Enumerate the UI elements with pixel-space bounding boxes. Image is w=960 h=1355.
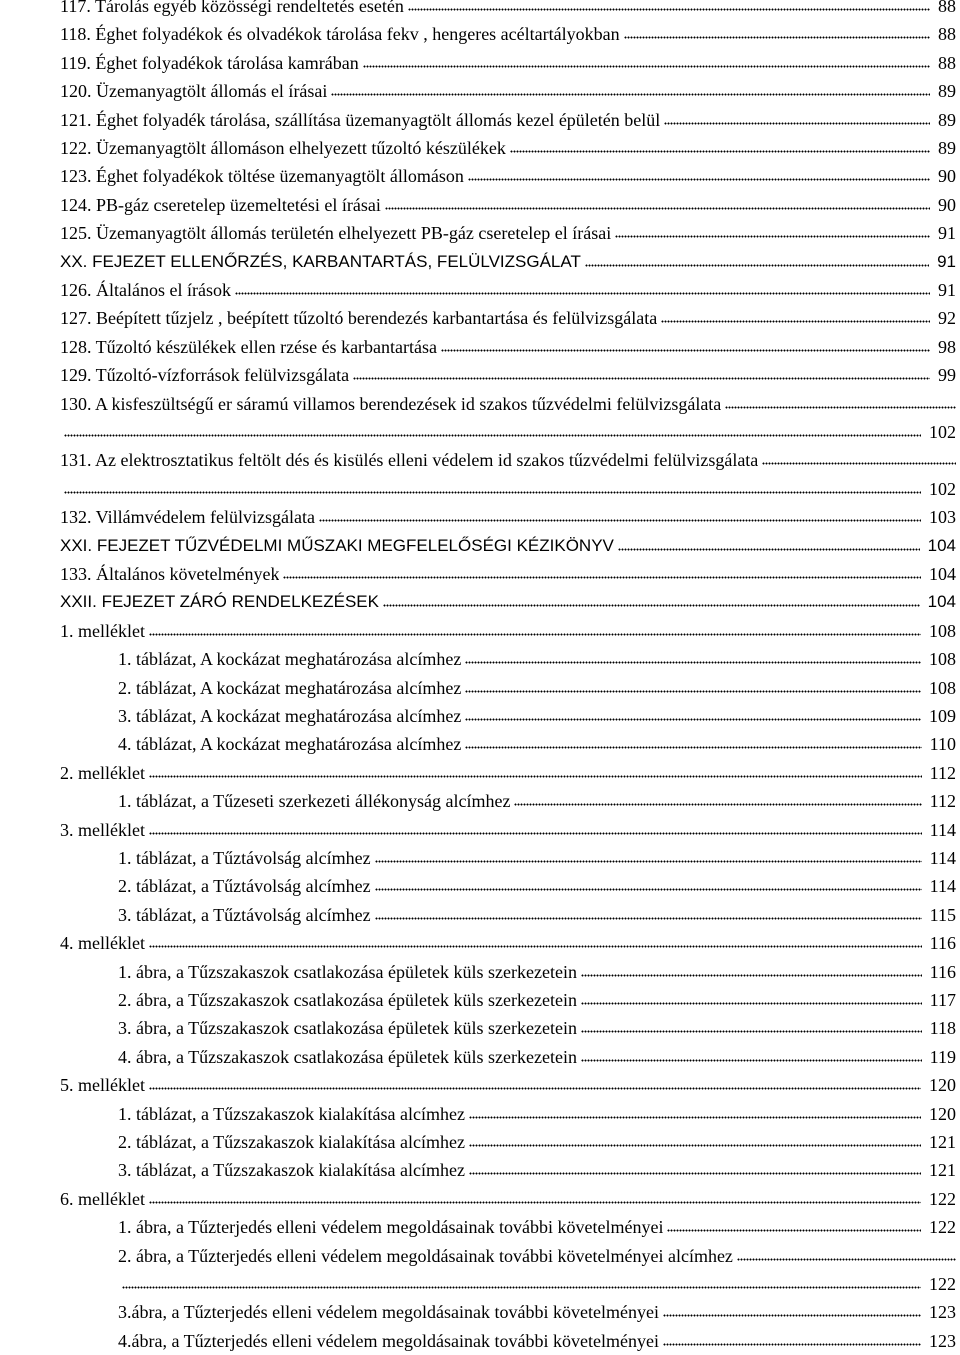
dot-leader — [663, 1332, 921, 1346]
toc-entry-page-number: 89 — [938, 109, 956, 130]
toc-sub-entry[interactable] — [0, 872, 960, 900]
toc-entry-title: 5. melléklet — [60, 1075, 145, 1096]
dot-leader — [581, 1019, 922, 1033]
toc-entry-title: XXII. FEJEZET ZÁRÓ RENDELKEZÉSEK — [60, 592, 379, 612]
toc-entry-title: 4.ábra, a Tűzterjedés elleni védelem megoldásainak további követelményei — [118, 1330, 659, 1351]
toc-sub-entry[interactable] — [0, 702, 960, 730]
dot-leader — [385, 196, 930, 210]
toc-entry-title: 119. Éghet folyadékok tárolása kamrában — [60, 52, 359, 73]
toc-entry-page-number: 114 — [929, 819, 956, 840]
toc-sub-entry[interactable] — [0, 1014, 960, 1042]
dot-leader — [235, 281, 930, 295]
dot-leader — [468, 167, 930, 181]
toc-entry-title: 4. melléklet — [60, 933, 145, 954]
toc-entry[interactable] — [0, 134, 960, 162]
toc-sub-entry[interactable] — [0, 1298, 960, 1326]
toc-entry-title: 125. Üzemanyagtölt állomás területén elhelyezett PB-gáz cseretelep el írásai — [60, 223, 612, 244]
toc-entry-title: 1. melléklet — [60, 620, 145, 641]
toc-entry[interactable] — [0, 276, 960, 304]
toc-entry[interactable] — [0, 162, 960, 190]
toc-entry-title: 2. ábra, a Tűzterjedés elleni védelem megoldásainak további követelményei alcímhez — [118, 1245, 733, 1266]
toc-chapter-entry[interactable] — [0, 588, 960, 616]
toc-entry-title: 3.ábra, a Tűzterjedés elleni védelem megoldásainak további követelményei — [118, 1302, 659, 1323]
toc-entry-page-number: 99 — [938, 365, 956, 386]
toc-entry-title: 129. Tűzoltó-vízforrások felülvizsgálata — [60, 365, 350, 386]
dot-leader — [363, 54, 930, 68]
toc-entry[interactable] — [0, 191, 960, 219]
toc-entry-page-number: 89 — [938, 81, 956, 102]
dot-leader — [383, 593, 920, 607]
toc-entry-page-number: 114 — [929, 876, 956, 897]
toc-entry-title: XXI. FEJEZET TŰZVÉDELMI MŰSZAKI MEGFELELŐSÉGI KÉZIKÖNYV — [60, 535, 614, 555]
dot-leader — [375, 849, 922, 863]
dot-leader — [514, 792, 921, 806]
toc-entry[interactable] — [0, 929, 960, 957]
toc-entry[interactable] — [0, 77, 960, 105]
toc-sub-entry[interactable] — [0, 1327, 960, 1355]
dot-leader — [615, 224, 930, 238]
toc-entry-page-number: 91 — [938, 223, 956, 244]
dot-leader — [465, 650, 921, 664]
toc-entry-title: 2. ábra, a Tűzszakaszok csatlakozása épületek küls szerkezetein — [118, 990, 577, 1010]
toc-entry-page-number: 102 — [929, 421, 956, 442]
dot-leader — [624, 25, 930, 39]
toc-sub-entry[interactable] — [0, 958, 960, 986]
toc-entry-page-number: 104 — [927, 535, 956, 555]
dot-leader — [441, 338, 930, 352]
toc-entry-title: XX. FEJEZET ELLENŐRZÉS, KARBANTARTÁS, FELÜLVIZSGÁLAT — [60, 251, 581, 271]
toc-entry-page-number: 118 — [929, 1018, 956, 1039]
toc-entry-title: 1. táblázat, A kockázat meghatározása alcímhez — [118, 649, 462, 670]
dot-leader — [663, 1303, 921, 1317]
toc-entry-title: 123. Éghet folyadékok töltése üzemanyagtölt állomáson — [60, 166, 464, 187]
toc-entry-title: 132. Villámvédelem felülvizsgálata — [60, 507, 316, 528]
toc-entry-page-number: 91 — [938, 280, 956, 300]
dot-leader — [510, 139, 930, 153]
toc-entry[interactable] — [0, 20, 960, 48]
dot-leader — [581, 991, 922, 1005]
dot-leader — [465, 679, 921, 693]
toc-entry-title: 2. táblázat, a Tűzszakaszok kialakítása alcímhez — [118, 1132, 466, 1152]
dot-leader — [465, 707, 921, 721]
toc-entry-title: 3. táblázat, a Tűztávolság alcímhez — [118, 904, 371, 925]
toc-sub-entry[interactable] — [0, 1156, 960, 1184]
toc-entry-page-number: 122 — [929, 1217, 956, 1238]
toc-entry-page-number: 117 — [929, 990, 956, 1010]
toc-entry-page-number: 108 — [929, 649, 956, 670]
toc-entry-page-number: 88 — [938, 52, 956, 73]
toc-entry-page-number: 88 — [938, 24, 956, 45]
toc-entry-page-number: 122 — [929, 1273, 956, 1294]
toc-entry-title: 124. PB-gáz cseretelep üzemeltetési el írásai — [60, 194, 381, 215]
dot-leader — [581, 1048, 922, 1062]
toc-entry-title: 3. táblázat, A kockázat meghatározása alcímhez — [118, 706, 462, 726]
toc-entry-page-number: 123 — [929, 1330, 956, 1351]
toc-entry-title: 2. táblázat, a Tűztávolság alcímhez — [118, 876, 371, 897]
toc-entry[interactable] — [0, 49, 960, 77]
dot-leader — [283, 565, 921, 579]
toc-sub-entry[interactable] — [0, 844, 960, 872]
toc-entry-page-number: 116 — [929, 961, 956, 982]
toc-entry-title: 122. Üzemanyagtölt állomáson elhelyezett tűzoltó készülékek — [60, 138, 506, 158]
toc-entry[interactable] — [0, 390, 960, 447]
dot-leader — [149, 1190, 921, 1204]
toc-entry-page-number: 108 — [929, 677, 956, 698]
toc-entry[interactable] — [0, 0, 960, 20]
dot-leader — [581, 963, 922, 977]
toc-entry-page-number: 90 — [938, 166, 956, 187]
toc-sub-entry[interactable] — [0, 1242, 960, 1299]
toc-entry-page-number: 104 — [929, 564, 956, 584]
toc-entry-page-number: 115 — [929, 904, 956, 925]
toc-entry-title: 126. Általános el írások — [60, 280, 231, 300]
toc-entry-page-number: 123 — [929, 1302, 956, 1323]
toc-sub-entry[interactable] — [0, 674, 960, 702]
toc-entry-page-number: 88 — [938, 0, 956, 16]
dot-leader — [149, 622, 921, 636]
toc-chapter-entry[interactable] — [0, 248, 960, 276]
toc-entry[interactable] — [0, 446, 960, 503]
dot-leader — [737, 1247, 956, 1261]
dot-leader — [149, 821, 922, 835]
toc-entry-page-number: 114 — [929, 848, 956, 868]
toc-entry-title: 118. Éghet folyadékok és olvadékok tárolása fekv , hengeres acéltartályokban — [60, 24, 620, 45]
toc-entry[interactable] — [0, 106, 960, 134]
dot-leader — [353, 366, 930, 380]
toc-entry-page-number: 119 — [929, 1046, 956, 1067]
toc-entry[interactable] — [0, 361, 960, 389]
toc-entry-page-number: 109 — [929, 706, 956, 726]
toc-entry-title: 1. ábra, a Tűzterjedés elleni védelem megoldásainak további követelményei — [118, 1217, 664, 1238]
toc-entry-page-number: 110 — [929, 734, 956, 755]
toc-sub-entry[interactable] — [0, 901, 960, 929]
dot-leader — [64, 423, 921, 437]
toc-entry-title: 133. Általános követelmények — [60, 564, 280, 584]
toc-entry[interactable] — [0, 503, 960, 531]
toc-entry-page-number: 121 — [929, 1160, 956, 1181]
toc-entry-title: 6. melléklet — [60, 1188, 145, 1209]
toc-sub-entry[interactable] — [0, 730, 960, 758]
toc-entry-page-number: 120 — [929, 1103, 956, 1124]
toc-entry-page-number: 90 — [938, 194, 956, 215]
dot-leader — [469, 1161, 921, 1175]
toc-entry-page-number: 89 — [938, 138, 956, 158]
toc-entry[interactable] — [0, 1071, 960, 1099]
dot-leader — [465, 735, 921, 749]
dot-leader — [762, 451, 956, 465]
toc-chapter-entry[interactable] — [0, 532, 960, 560]
toc-entry-page-number: 121 — [929, 1132, 956, 1152]
toc-entry-title: 130. A kisfeszültségű er sáramú villamos berendezések id szakos tűzvédelmi felülvizsgálata — [60, 393, 722, 414]
toc-entry-title: 3. táblázat, a Tűzszakaszok kialakítása alcímhez — [118, 1160, 466, 1181]
toc-sub-entry[interactable] — [0, 1213, 960, 1241]
toc-entry-page-number: 120 — [929, 1075, 956, 1096]
toc-sub-entry[interactable] — [0, 986, 960, 1014]
toc-entry-title: 4. ábra, a Tűzszakaszok csatlakozása épületek küls szerkezetein — [118, 1046, 577, 1067]
toc-entry-title: 2. táblázat, A kockázat meghatározása alcímhez — [118, 677, 462, 698]
dot-leader — [64, 480, 921, 494]
toc-entry-title: 131. Az elektrosztatikus feltölt dés és kisülés elleni védelem id szakos tűzvédelmi felülvizsgálata — [60, 450, 759, 471]
toc-sub-entry[interactable] — [0, 1043, 960, 1071]
toc-entry-title: 2. melléklet — [60, 762, 145, 783]
dot-leader — [122, 1275, 921, 1289]
toc-entry[interactable] — [0, 219, 960, 247]
toc-sub-entry[interactable] — [0, 1128, 960, 1156]
dot-leader — [618, 537, 920, 551]
toc-entry-title: 128. Tűzoltó készülékek ellen rzése és karbantartása — [60, 336, 438, 357]
toc-entry-title: 1. táblázat, a Tűztávolság alcímhez — [118, 848, 371, 868]
toc-entry[interactable] — [0, 304, 960, 332]
toc-entry-page-number: 104 — [927, 592, 956, 612]
dot-leader — [319, 508, 921, 522]
toc-entry-page-number: 122 — [929, 1188, 956, 1209]
toc-entry-title: 3. ábra, a Tűzszakaszok csatlakozása épületek küls szerkezetein — [118, 1018, 577, 1039]
dot-leader — [664, 111, 930, 125]
toc-entry-title: 3. melléklet — [60, 819, 145, 840]
toc-entry-title: 117. Tárolás egyéb közösségi rendeltetés esetén — [60, 0, 404, 16]
toc-entry-page-number: 102 — [929, 478, 956, 499]
dot-leader — [149, 764, 922, 778]
toc-entry-page-number: 116 — [929, 933, 956, 954]
toc-entry-title: 4. táblázat, A kockázat meghatározása alcímhez — [118, 734, 462, 755]
toc-entry[interactable] — [0, 759, 960, 787]
toc-entry-page-number: 91 — [937, 251, 956, 271]
toc-entry[interactable] — [0, 333, 960, 361]
toc-sub-entry[interactable] — [0, 787, 960, 815]
toc-entry-title: 1. ábra, a Tűzszakaszok csatlakozása épületek küls szerkezetein — [118, 961, 577, 982]
dot-leader — [725, 395, 956, 409]
toc-entry-page-number: 112 — [929, 791, 956, 812]
toc-entry-page-number: 108 — [929, 620, 956, 641]
toc-entry[interactable] — [0, 560, 960, 588]
toc-entry-page-number: 92 — [938, 308, 956, 329]
dot-leader — [375, 906, 922, 920]
dot-leader — [661, 309, 930, 323]
toc-entry-page-number: 98 — [938, 336, 956, 357]
toc-entry-page-number: 103 — [929, 507, 956, 528]
toc-sub-entry[interactable] — [0, 1100, 960, 1128]
toc-entry[interactable] — [0, 816, 960, 844]
dot-leader — [408, 0, 930, 11]
toc-entry-title: 1. táblázat, a Tűzeseti szerkezeti állékonyság alcímhez — [118, 791, 511, 812]
dot-leader — [469, 1105, 921, 1119]
toc-entry-title: 121. Éghet folyadék tárolása, szállítása üzemanyagtölt állomás kezel épületén belül — [60, 109, 661, 130]
toc-sub-entry[interactable] — [0, 645, 960, 673]
dot-leader — [331, 82, 930, 96]
toc-entry-title: 127. Beépített tűzjelz , beépített tűzoltó berendezés karbantartása és felülvizsgálata — [60, 308, 658, 329]
dot-leader — [469, 1133, 921, 1147]
dot-leader — [375, 877, 922, 891]
dot-leader — [149, 934, 922, 948]
toc-entry[interactable] — [0, 617, 960, 645]
toc-entry-title: 120. Üzemanyagtölt állomás el írásai — [60, 81, 328, 102]
dot-leader — [585, 253, 929, 267]
toc-entry-page-number: 112 — [929, 762, 956, 783]
toc-entry[interactable] — [0, 1185, 960, 1213]
dot-leader — [667, 1218, 921, 1232]
dot-leader — [149, 1076, 921, 1090]
toc-entry-title: 1. táblázat, a Tűzszakaszok kialakítása alcímhez — [118, 1103, 466, 1124]
